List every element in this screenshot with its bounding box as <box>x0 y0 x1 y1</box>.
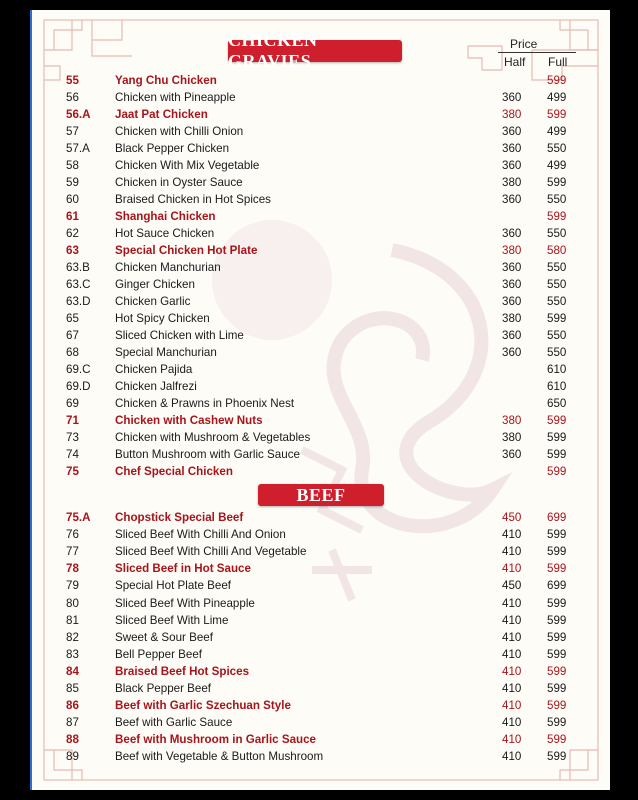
menu-item-number: 75 <box>66 465 79 478</box>
menu-item-number: 69 <box>66 397 79 410</box>
menu-item-row <box>32 395 610 412</box>
menu-item-row <box>32 646 610 663</box>
menu-item-row <box>32 663 610 680</box>
menu-item-half-price: 360 <box>502 329 522 342</box>
menu-item-row <box>32 327 610 344</box>
menu-item-name: Hot Spicy Chicken <box>115 312 210 325</box>
menu-item-half-price: 410 <box>502 716 522 730</box>
menu-item-full-price: 599 <box>547 448 567 461</box>
menu-item-half-price: 380 <box>502 108 522 121</box>
menu-item-full-price: 550 <box>547 142 567 155</box>
menu-item-number: 57.A <box>66 142 90 155</box>
menu-item-name: Button Mushroom with Garlic Sauce <box>115 448 300 461</box>
menu-item-full-price: 610 <box>547 380 567 393</box>
menu-item-number: 84 <box>66 664 79 678</box>
menu-item-name: Chef Special Chicken <box>115 465 233 478</box>
menu-item-full-price: 550 <box>547 227 567 240</box>
menu-item-row <box>32 697 610 714</box>
menu-page <box>30 10 610 790</box>
menu-item-number: 56.A <box>66 108 91 121</box>
menu-item-name: Bell Pepper Beef <box>115 647 203 661</box>
menu-item-name: Sliced Beef With Pineapple <box>115 596 255 610</box>
menu-item-number: 63.C <box>66 278 91 291</box>
menu-item-number: 69.D <box>66 380 91 393</box>
menu-item-half-price: 410 <box>502 545 522 559</box>
menu-item-row <box>32 225 610 242</box>
menu-item-name: Braised Chicken in Hot Spices <box>115 193 271 206</box>
menu-item-number: 86 <box>66 699 79 713</box>
menu-item-half-price: 410 <box>502 630 522 644</box>
menu-item-row <box>32 344 610 361</box>
menu-item-row <box>32 446 610 463</box>
menu-item-number: 59 <box>66 176 79 189</box>
menu-item-full-price: 599 <box>547 682 567 695</box>
menu-item-full-price: 599 <box>547 176 567 189</box>
menu-item-full-price: 550 <box>547 295 567 308</box>
menu-item-name: Black Pepper Beef <box>115 682 212 695</box>
menu-item-half-price: 360 <box>502 91 522 104</box>
menu-item-number: 61 <box>66 210 79 223</box>
menu-item-full-price: 699 <box>547 511 567 524</box>
menu-item-name: Chicken Jalfrezi <box>115 380 197 393</box>
menu-item-half-price: 360 <box>502 193 522 206</box>
menu-item-half-price: 380 <box>502 312 522 325</box>
price-header-label: Price <box>510 37 538 51</box>
menu-item-row <box>32 526 610 543</box>
menu-item-full-price: 599 <box>547 613 567 627</box>
menu-item-row <box>32 612 610 629</box>
menu-item-name: Chicken Garlic <box>115 295 191 308</box>
menu-item-row <box>32 543 610 560</box>
menu-item-row <box>32 509 610 526</box>
menu-item-full-price: 580 <box>547 244 567 257</box>
menu-item-half-price: 360 <box>502 142 522 155</box>
menu-item-full-price: 550 <box>547 329 567 342</box>
menu-item-row <box>32 731 610 748</box>
menu-item-number: 77 <box>66 545 79 559</box>
menu-item-full-price: 599 <box>547 431 567 444</box>
beef-title: BEEF <box>258 484 384 506</box>
menu-item-full-price: 550 <box>547 261 567 274</box>
menu-item-full-price: 599 <box>547 465 567 478</box>
menu-item-row <box>32 259 610 276</box>
menu-item-name: Chicken with Mushroom & Vegetables <box>115 431 311 444</box>
menu-item-full-price: 599 <box>547 545 567 559</box>
menu-item-number: 81 <box>66 613 79 627</box>
menu-item-name: Sliced Beef in Hot Sauce <box>115 562 251 576</box>
menu-item-row <box>32 191 610 208</box>
menu-item-number: 58 <box>66 159 79 172</box>
menu-item-half-price: 410 <box>502 699 522 713</box>
menu-item-name: Sweet & Sour Beef <box>115 630 213 644</box>
menu-item-number: 82 <box>66 630 79 644</box>
menu-item-number: 75.A <box>66 511 91 524</box>
menu-item-row <box>32 208 610 225</box>
menu-item-full-price: 550 <box>547 193 567 206</box>
menu-item-full-price: 599 <box>547 630 567 644</box>
menu-item-row <box>32 577 610 594</box>
menu-item-name: Special Chicken Hot Plate <box>115 244 258 257</box>
menu-item-full-price: 599 <box>547 647 567 661</box>
menu-item-number: 63.D <box>66 295 91 308</box>
menu-item-name: Chicken in Oyster Sauce <box>115 176 243 189</box>
menu-item-half-price: 360 <box>502 125 522 138</box>
menu-item-half-price: 450 <box>502 579 522 593</box>
menu-item-half-price: 410 <box>502 596 522 610</box>
menu-item-number: 69.C <box>66 363 91 376</box>
menu-item-row <box>32 361 610 378</box>
menu-item-name: Jaat Pat Chicken <box>115 108 208 121</box>
menu-item-half-price: 410 <box>502 562 522 576</box>
menu-item-number: 67 <box>66 329 79 342</box>
menu-item-row <box>32 157 610 174</box>
menu-item-row <box>32 310 610 327</box>
menu-item-number: 71 <box>66 414 79 427</box>
menu-item-number: 78 <box>66 562 79 576</box>
menu-item-row <box>32 378 610 395</box>
menu-item-row <box>32 463 610 480</box>
menu-item-row <box>32 123 610 140</box>
menu-item-number: 83 <box>66 647 79 661</box>
menu-item-full-price: 599 <box>547 528 567 542</box>
menu-item-name: Chicken Manchurian <box>115 261 221 274</box>
menu-item-number: 60 <box>66 193 79 206</box>
menu-item-number: 63.B <box>66 261 90 274</box>
menu-item-number: 74 <box>66 448 79 461</box>
menu-item-name: Chicken With Mix Vegetable <box>115 159 260 172</box>
menu-item-half-price: 410 <box>502 613 522 627</box>
menu-item-full-price: 699 <box>547 579 567 593</box>
menu-item-name: Chicken & Prawns in Phoenix Nest <box>115 397 295 410</box>
menu-item-name: Sliced Chicken with Lime <box>115 329 244 342</box>
menu-item-name: Sliced Beef With Lime <box>115 613 229 627</box>
menu-item-row <box>32 106 610 123</box>
menu-item-row <box>32 680 610 697</box>
menu-item-half-price: 450 <box>502 511 522 524</box>
menu-item-half-price: 360 <box>502 227 522 240</box>
chicken-gravies-title: CHICKEN GRAVIES <box>228 40 402 62</box>
menu-item-half-price: 360 <box>502 278 522 291</box>
menu-item-name: Ginger Chicken <box>115 278 195 291</box>
menu-item-half-price: 410 <box>502 750 522 764</box>
menu-item-half-price: 380 <box>502 431 522 444</box>
menu-item-name: Chicken with Chilli Onion <box>115 125 244 138</box>
menu-item-number: 62 <box>66 227 79 240</box>
price-header-full: Full <box>548 55 568 69</box>
menu-item-full-price: 599 <box>547 414 567 427</box>
menu-item-half-price: 360 <box>502 159 522 172</box>
menu-item-name: Special Manchurian <box>115 346 217 359</box>
menu-item-full-price: 599 <box>547 312 567 325</box>
menu-item-name: Yang Chu Chicken <box>115 74 217 87</box>
menu-item-row <box>32 72 610 89</box>
menu-item-row <box>32 412 610 429</box>
menu-item-half-price: 380 <box>502 244 522 257</box>
menu-item-full-price: 599 <box>547 108 567 121</box>
menu-item-name: Chicken with Pineapple <box>115 91 236 104</box>
menu-item-row <box>32 429 610 446</box>
menu-item-row <box>32 714 610 731</box>
menu-item-full-price: 499 <box>547 91 567 104</box>
menu-item-row <box>32 748 610 765</box>
menu-item-number: 79 <box>66 579 79 593</box>
menu-item-name: Beef with Mushroom in Garlic Sauce <box>115 733 316 747</box>
menu-item-half-price: 380 <box>502 176 522 189</box>
menu-item-name: Braised Beef Hot Spices <box>115 664 250 678</box>
menu-item-name: Chicken with Cashew Nuts <box>115 414 263 427</box>
menu-item-full-price: 550 <box>547 346 567 359</box>
menu-item-half-price: 410 <box>502 664 522 678</box>
menu-item-full-price: 599 <box>547 699 567 713</box>
menu-item-name: Black Pepper Chicken <box>115 142 230 155</box>
menu-item-name: Chicken Pajida <box>115 363 193 376</box>
menu-item-name: Sliced Beef With Chilli And Onion <box>115 528 286 542</box>
menu-item-full-price: 499 <box>547 125 567 138</box>
menu-item-full-price: 610 <box>547 363 567 376</box>
menu-item-full-price: 599 <box>547 733 567 747</box>
menu-item-half-price: 360 <box>502 261 522 274</box>
menu-item-row <box>32 293 610 310</box>
menu-item-number: 89 <box>66 750 79 764</box>
menu-item-half-price: 360 <box>502 448 522 461</box>
menu-item-full-price: 550 <box>547 278 567 291</box>
price-header-rule <box>498 52 576 53</box>
menu-item-full-price: 599 <box>547 74 567 87</box>
menu-item-half-price: 360 <box>502 346 522 359</box>
menu-item-number: 87 <box>66 716 79 730</box>
menu-item-name: Hot Sauce Chicken <box>115 227 215 240</box>
menu-item-row <box>32 276 610 293</box>
menu-item-row <box>32 560 610 577</box>
menu-item-full-price: 650 <box>547 397 567 410</box>
menu-item-full-price: 599 <box>547 210 567 223</box>
price-header-half: Half <box>504 55 526 69</box>
menu-item-full-price: 599 <box>547 562 567 576</box>
menu-item-number: 68 <box>66 346 79 359</box>
menu-item-row <box>32 140 610 157</box>
menu-item-half-price: 410 <box>502 528 522 542</box>
menu-item-full-price: 599 <box>547 596 567 610</box>
menu-item-half-price: 410 <box>502 733 522 747</box>
menu-item-row <box>32 242 610 259</box>
menu-item-name: Special Hot Plate Beef <box>115 579 232 593</box>
menu-item-name: Chopstick Special Beef <box>115 511 244 524</box>
menu-item-full-price: 499 <box>547 159 567 172</box>
menu-item-row <box>32 595 610 612</box>
menu-item-half-price: 380 <box>502 414 522 427</box>
menu-item-full-price: 599 <box>547 750 567 764</box>
menu-item-full-price: 599 <box>547 716 567 730</box>
menu-item-number: 88 <box>66 733 79 747</box>
menu-item-number: 76 <box>66 528 79 542</box>
menu-item-name: Shanghai Chicken <box>115 210 216 223</box>
menu-item-number: 65 <box>66 312 79 325</box>
menu-item-name: Sliced Beef With Chilli And Vegetable <box>115 545 307 559</box>
menu-item-half-price: 410 <box>502 647 522 661</box>
menu-item-half-price: 410 <box>502 682 522 695</box>
menu-item-row <box>32 629 610 646</box>
menu-item-number: 63 <box>66 244 79 257</box>
menu-item-number: 85 <box>66 682 79 695</box>
menu-item-half-price: 360 <box>502 295 522 308</box>
menu-item-row <box>32 89 610 106</box>
menu-item-number: 80 <box>66 596 79 610</box>
menu-item-number: 73 <box>66 431 79 444</box>
menu-item-number: 56 <box>66 91 79 104</box>
menu-item-name: Beef with Garlic Szechuan Style <box>115 699 291 713</box>
menu-item-name: Beef with Vegetable & Button Mushroom <box>115 750 324 764</box>
menu-item-row <box>32 174 610 191</box>
menu-item-full-price: 599 <box>547 664 567 678</box>
menu-item-number: 57 <box>66 125 79 138</box>
menu-item-number: 55 <box>66 74 79 87</box>
menu-item-name: Beef with Garlic Sauce <box>115 716 233 730</box>
